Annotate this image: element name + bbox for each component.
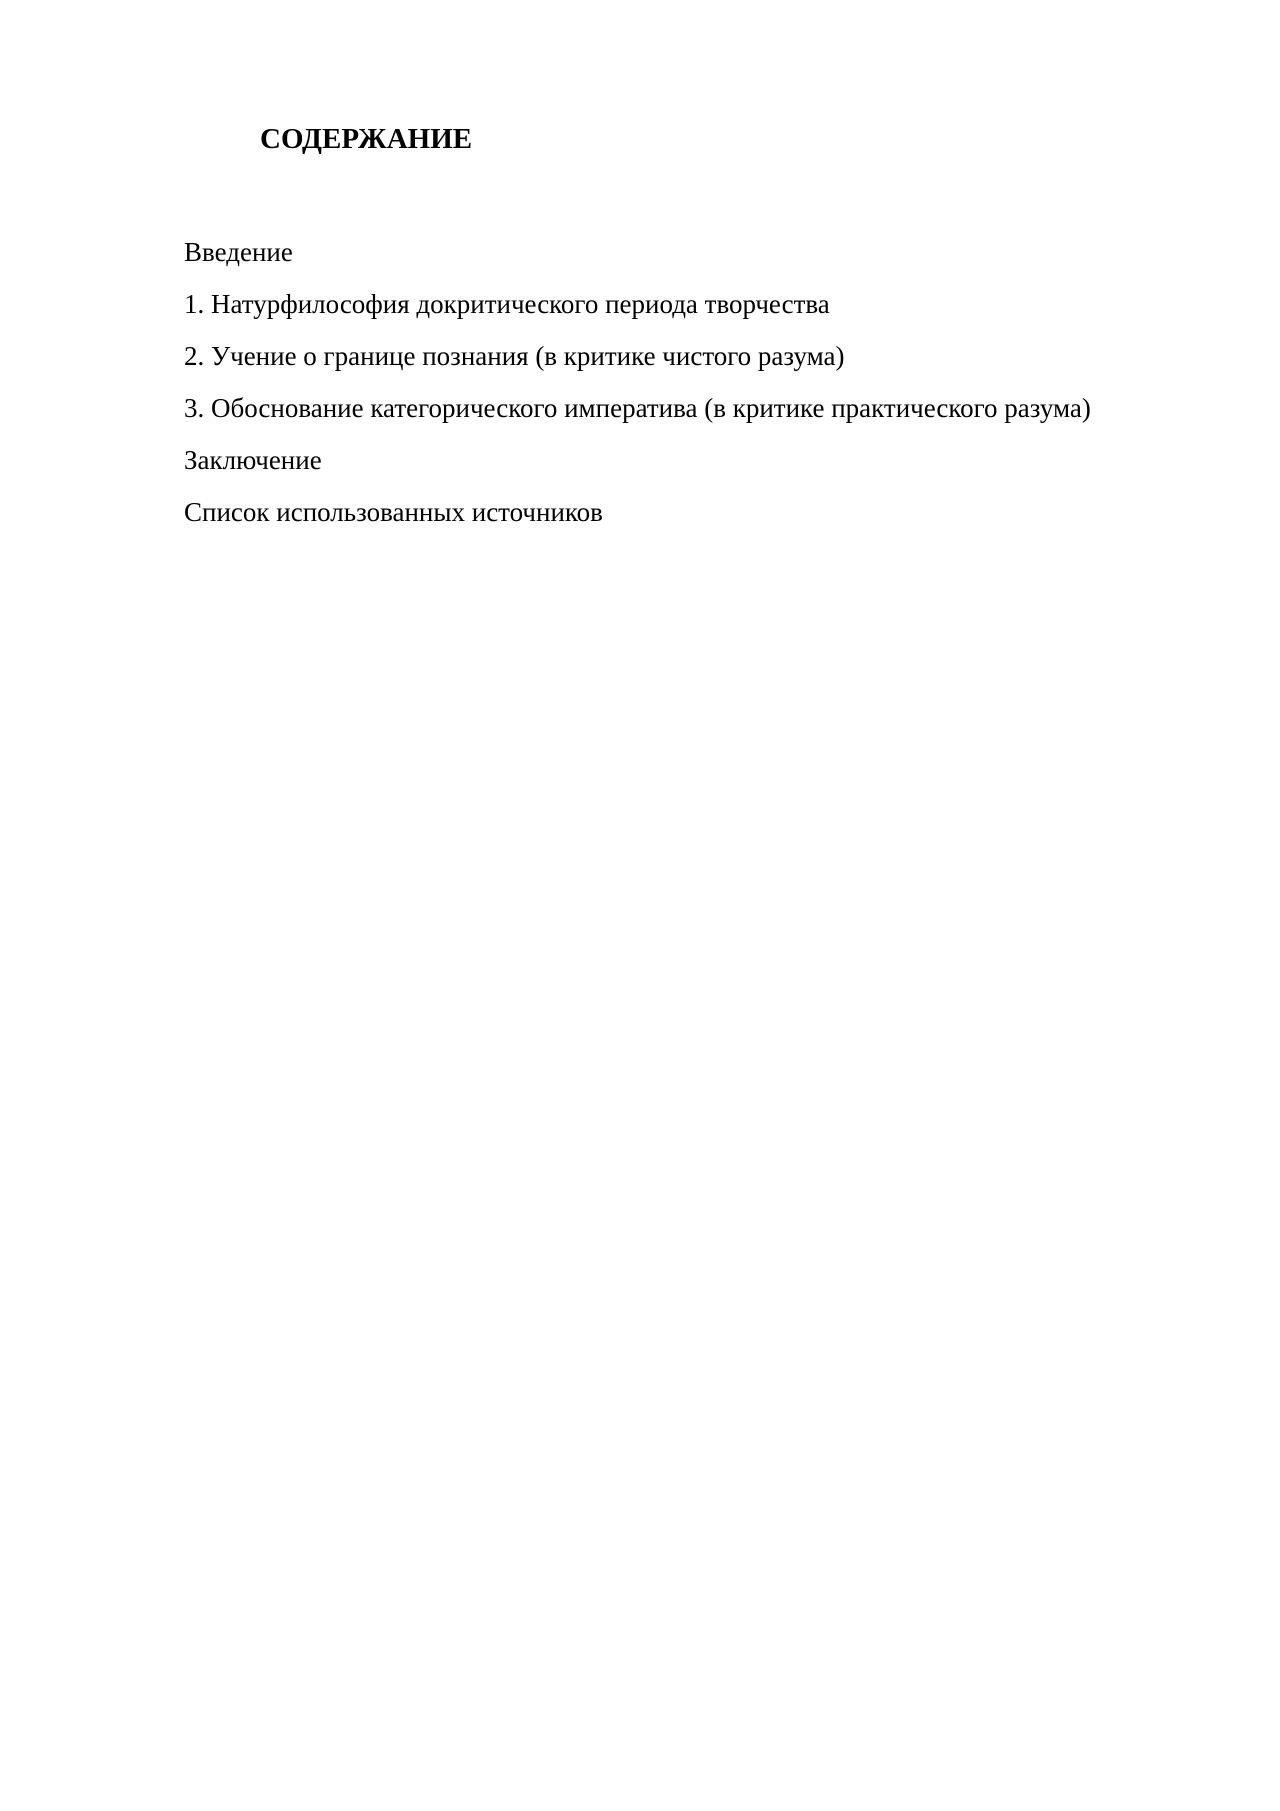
- toc-item-chapter-2: 2. Учение о границе познания (в критике чистого разума): [184, 341, 845, 371]
- toc-item-conclusion: Заключение: [184, 445, 322, 475]
- toc-item-introduction: Введение: [184, 237, 293, 267]
- page-title: СОДЕРЖАНИЕ: [260, 123, 473, 155]
- table-of-contents: [184, 226, 1104, 538]
- toc-item-chapter-3: 3. Обоснование категорического императива (в критике практического разума): [184, 393, 1091, 423]
- toc-item-references: Список использованных источников: [184, 497, 603, 527]
- toc-item-chapter-1: 1. Натурфилософия докритического периода творчества: [184, 289, 830, 319]
